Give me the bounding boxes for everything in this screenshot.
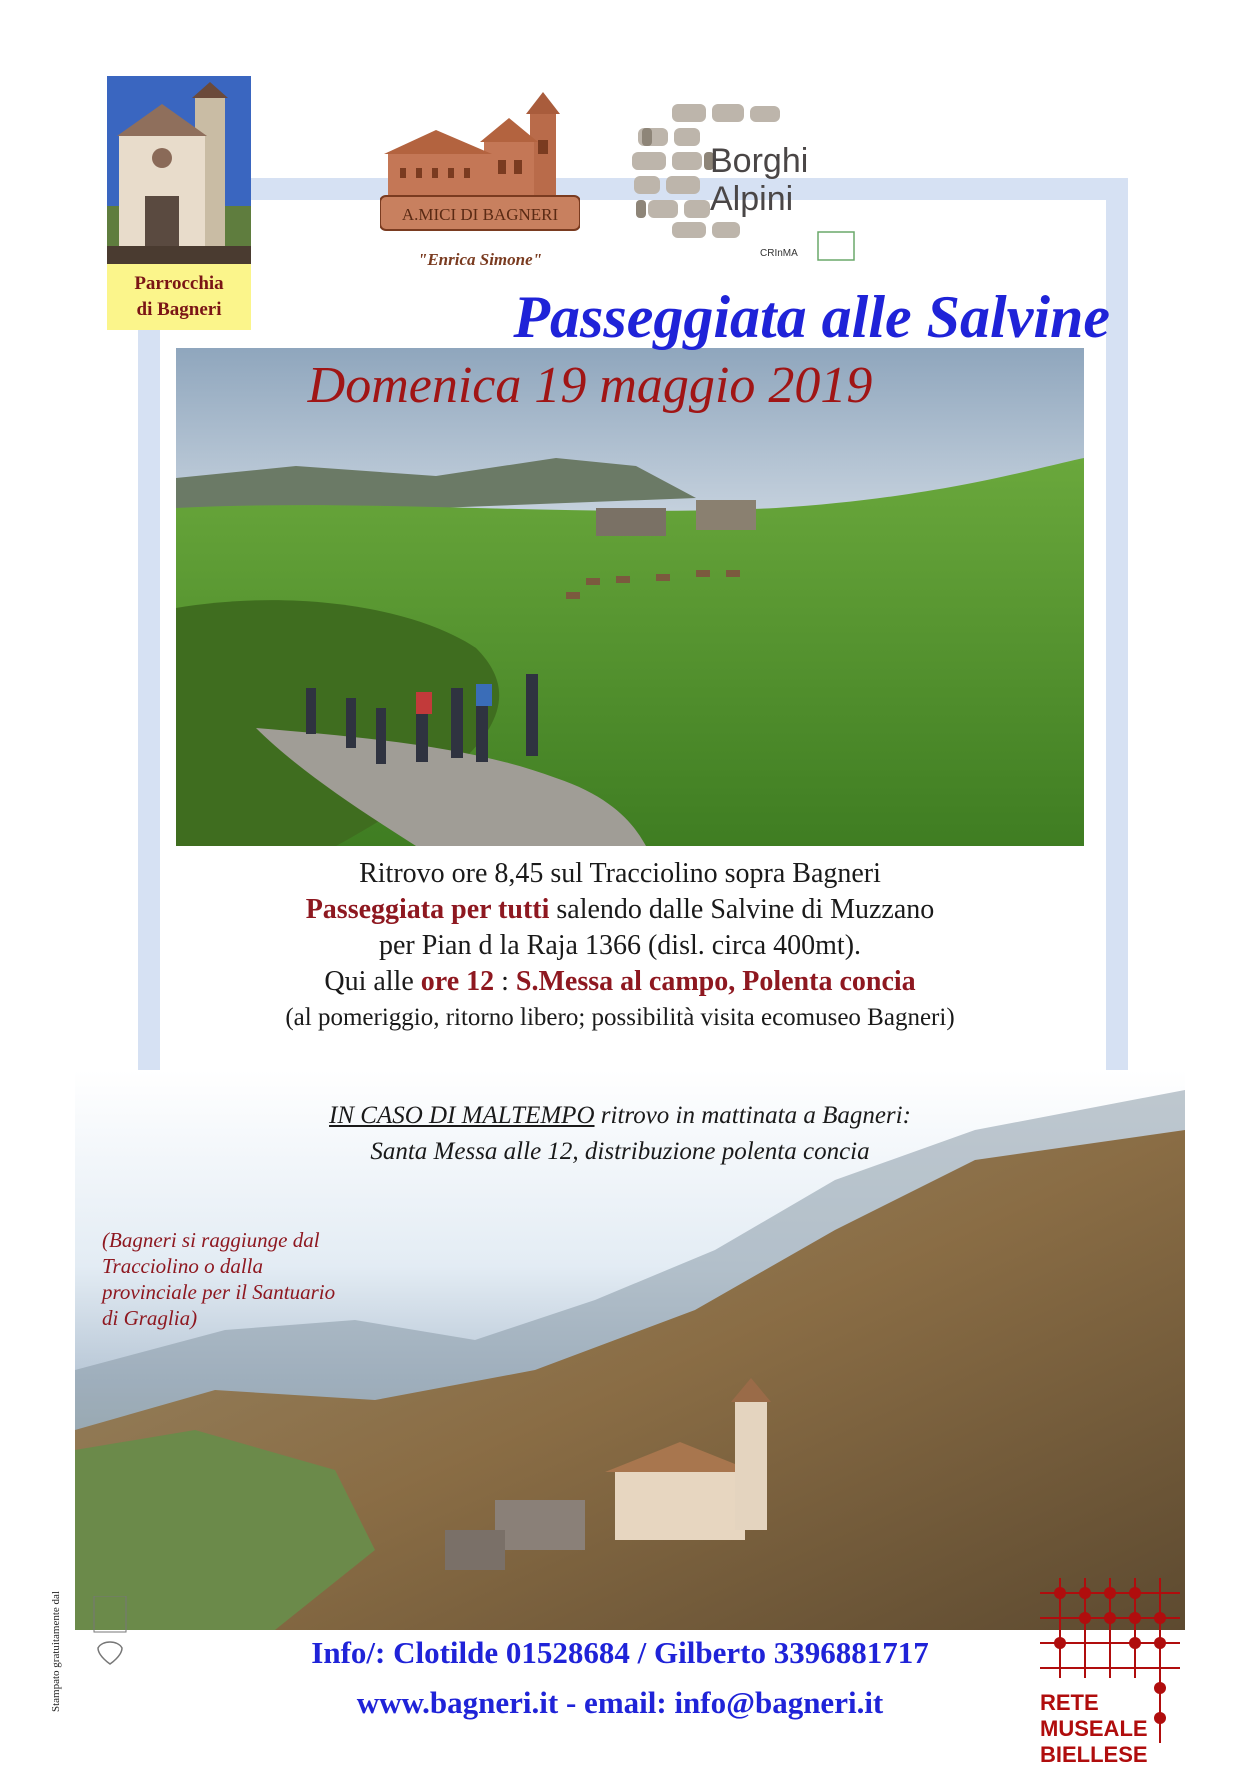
borghi-logo-line2: Alpini bbox=[710, 180, 794, 218]
bad-weather-meeting: ritrovo in mattinata a Bagneri: bbox=[594, 1102, 911, 1129]
borghi-alpini-logo bbox=[632, 104, 862, 264]
amici-di-bagneri-logo bbox=[380, 90, 580, 270]
rete-line1: RETE bbox=[1040, 1690, 1099, 1715]
program-separator: : bbox=[494, 966, 516, 997]
bad-weather-line1 bbox=[160, 1098, 1080, 1134]
rete-museale-text bbox=[1040, 1690, 1190, 1768]
walk-highlight: Passeggiata per tutti bbox=[305, 894, 550, 925]
bad-weather-heading: IN CASO DI MALTEMPO bbox=[329, 1102, 595, 1129]
parish-label-line1: Parrocchia bbox=[134, 273, 224, 294]
borghi-partner-logo: CRInMA bbox=[760, 248, 798, 259]
program-activities: S.Messa al campo, Polenta concia bbox=[515, 966, 916, 997]
walk-altitude: per Pian d la Raja 1366 (disl. circa 400mt). bbox=[378, 930, 862, 961]
bad-weather-line2: Santa Messa alle 12, distribuzione polenta concia bbox=[370, 1138, 870, 1165]
bad-weather-notice bbox=[160, 1098, 1080, 1170]
program-line bbox=[160, 964, 1080, 1000]
contact-web-email[interactable]: www.bagneri.it - email: info@bagneri.it bbox=[356, 1685, 884, 1720]
rete-line2: MUSEALE bbox=[1040, 1716, 1148, 1741]
program-time: ore 12 bbox=[420, 966, 495, 997]
event-title: Passeggiata alle Salvine bbox=[513, 284, 1110, 350]
printed-by-text: Stampato gratuitamente dal bbox=[50, 1591, 62, 1712]
contact-phones: Info/: Clotilde 01528684 / Gilberto 3396881717 bbox=[311, 1635, 929, 1670]
directions-note: (Bagneri si raggiunge dal Tracciolino o dalla provinciale per il Santuario di Graglia) bbox=[102, 1228, 336, 1330]
afternoon-note: (al pomeriggio, ritorno libero; possibilità visita ecomuseo Bagneri) bbox=[285, 1004, 955, 1031]
walk-description bbox=[160, 892, 1080, 928]
amici-logo-subtitle: "Enrica Simone" bbox=[417, 250, 543, 269]
meeting-point: Ritrovo ore 8,45 sul Tracciolino sopra Bagneri bbox=[359, 858, 881, 889]
salvine-hikers-photo bbox=[176, 348, 1084, 846]
program-intro: Qui alle bbox=[324, 966, 421, 997]
event-info bbox=[160, 856, 1080, 1036]
parish-label-line2: di Bagneri bbox=[136, 299, 222, 320]
amici-logo-text: A.MICI DI BAGNERI bbox=[401, 205, 559, 224]
parish-church-photo bbox=[107, 76, 251, 264]
borghi-logo-line1: Borghi bbox=[710, 142, 809, 180]
rete-line3: BIELLESE bbox=[1040, 1742, 1148, 1767]
event-date: Domenica 19 maggio 2019 bbox=[307, 357, 873, 414]
walk-route: salendo dalle Salvine di Muzzano bbox=[549, 894, 935, 925]
